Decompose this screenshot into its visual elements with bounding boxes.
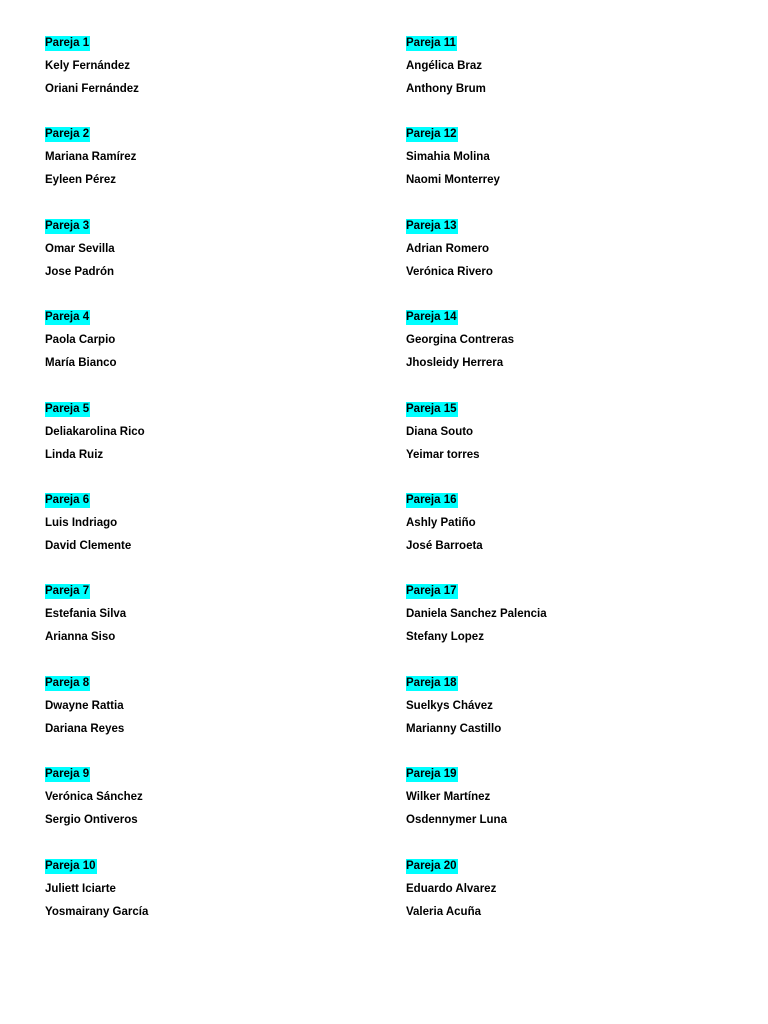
pair-member-name: Ashly Patiño: [406, 516, 476, 529]
pair-member-name: Anthony Brum: [406, 83, 486, 95]
pair-member-name: Linda Ruiz: [45, 448, 104, 461]
pair-block: [45, 856, 385, 947]
pair-block: [45, 307, 385, 398]
pair-member-name: Verónica Rivero: [406, 265, 493, 278]
pair-member-name: Kely Fernández: [45, 60, 130, 72]
pair-member-name: Juliett Iciarte: [45, 882, 116, 895]
pair-member-name: Estefania Silva: [45, 608, 127, 621]
pair-title: Pareja 2: [45, 128, 90, 141]
pair-member-name: David Clemente: [45, 539, 132, 552]
pair-block: [406, 490, 746, 581]
pair-member-name: José Barroeta: [406, 539, 483, 552]
pair-member-name: Jhosleidy Herrera: [406, 357, 504, 370]
pair-title: Pareja 6: [45, 493, 90, 506]
pair-member-name: Osdennymer Luna: [406, 814, 507, 827]
pair-block: [406, 216, 746, 307]
pair-title: Pareja 18: [406, 676, 457, 689]
pair-title: Pareja 8: [45, 676, 90, 689]
pair-title: Pareja 14: [406, 311, 457, 324]
pair-title: Pareja 17: [406, 585, 457, 598]
pair-block: [45, 764, 385, 855]
pair-member-name: Dariana Reyes: [45, 722, 125, 735]
pair-member-name: Eyleen Pérez: [45, 174, 116, 187]
pair-member-name: Verónica Sánchez: [45, 791, 143, 804]
pair-member-name: Daniela Sanchez Palencia: [406, 608, 547, 621]
pair-member-name: Deliakarolina Rico: [45, 425, 145, 438]
pair-member-name: Sergio Ontiveros: [45, 814, 138, 827]
pair-title: Pareja 1: [45, 37, 90, 49]
pair-member-name: Suelkys Chávez: [406, 699, 493, 712]
pair-block: [406, 33, 746, 124]
pair-member-name: Eduardo Alvarez: [406, 882, 497, 895]
pair-member-name: Jose Padrón: [45, 265, 115, 278]
pair-title: Pareja 19: [406, 768, 457, 781]
pair-title: Pareja 10: [45, 859, 96, 872]
pair-member-name: María Bianco: [45, 357, 117, 370]
pair-block: [406, 673, 746, 764]
pair-title: Pareja 13: [406, 219, 457, 232]
pair-member-name: Yeimar torres: [406, 448, 480, 461]
pairs-column-left: [45, 33, 385, 947]
pair-title: Pareja 4: [45, 311, 90, 324]
pair-member-name: Diana Souto: [406, 425, 474, 438]
pair-block: [45, 673, 385, 764]
pair-block: [45, 33, 385, 124]
pair-member-name: Naomi Monterrey: [406, 174, 500, 187]
pair-member-name: Oriani Fernández: [45, 83, 139, 95]
pair-block: [406, 581, 746, 672]
pair-block: [406, 764, 746, 855]
pair-block: [406, 124, 746, 215]
pair-member-name: Marianny Castillo: [406, 722, 502, 735]
pair-member-name: Mariana Ramírez: [45, 151, 137, 164]
pair-member-name: Dwayne Rattia: [45, 699, 124, 712]
pair-title: Pareja 3: [45, 219, 90, 232]
pair-block: [45, 124, 385, 215]
pair-title: Pareja 7: [45, 585, 90, 598]
pair-member-name: Arianna Siso: [45, 631, 116, 644]
pairs-column-right: [406, 33, 746, 947]
pair-member-name: Simahia Molina: [406, 151, 490, 164]
pair-member-name: Georgina Contreras: [406, 334, 514, 347]
pair-title: Pareja 12: [406, 128, 457, 141]
pair-block: [45, 581, 385, 672]
pair-block: [45, 216, 385, 307]
pair-member-name: Adrian Romero: [406, 242, 490, 255]
pair-member-name: Wilker Martínez: [406, 791, 491, 804]
pair-title: Pareja 20: [406, 859, 457, 872]
pair-block: [406, 307, 746, 398]
pair-block: [45, 490, 385, 581]
pair-title: Pareja 5: [45, 402, 90, 415]
pair-member-name: Valeria Acuña: [406, 905, 482, 918]
pair-member-name: Yosmairany García: [45, 905, 149, 918]
pair-title: Pareja 11: [406, 37, 456, 49]
pair-member-name: Paola Carpio: [45, 334, 116, 347]
pair-member-name: Luis Indriago: [45, 516, 118, 529]
pair-title: Pareja 16: [406, 493, 457, 506]
pair-member-name: Omar Sevilla: [45, 242, 115, 255]
pair-block: [406, 399, 746, 490]
pair-block: [406, 856, 746, 947]
pair-block: [45, 399, 385, 490]
pair-member-name: Angélica Braz: [406, 60, 483, 72]
pair-member-name: Stefany Lopez: [406, 631, 484, 644]
pair-title: Pareja 15: [406, 402, 457, 415]
pair-title: Pareja 9: [45, 768, 90, 781]
